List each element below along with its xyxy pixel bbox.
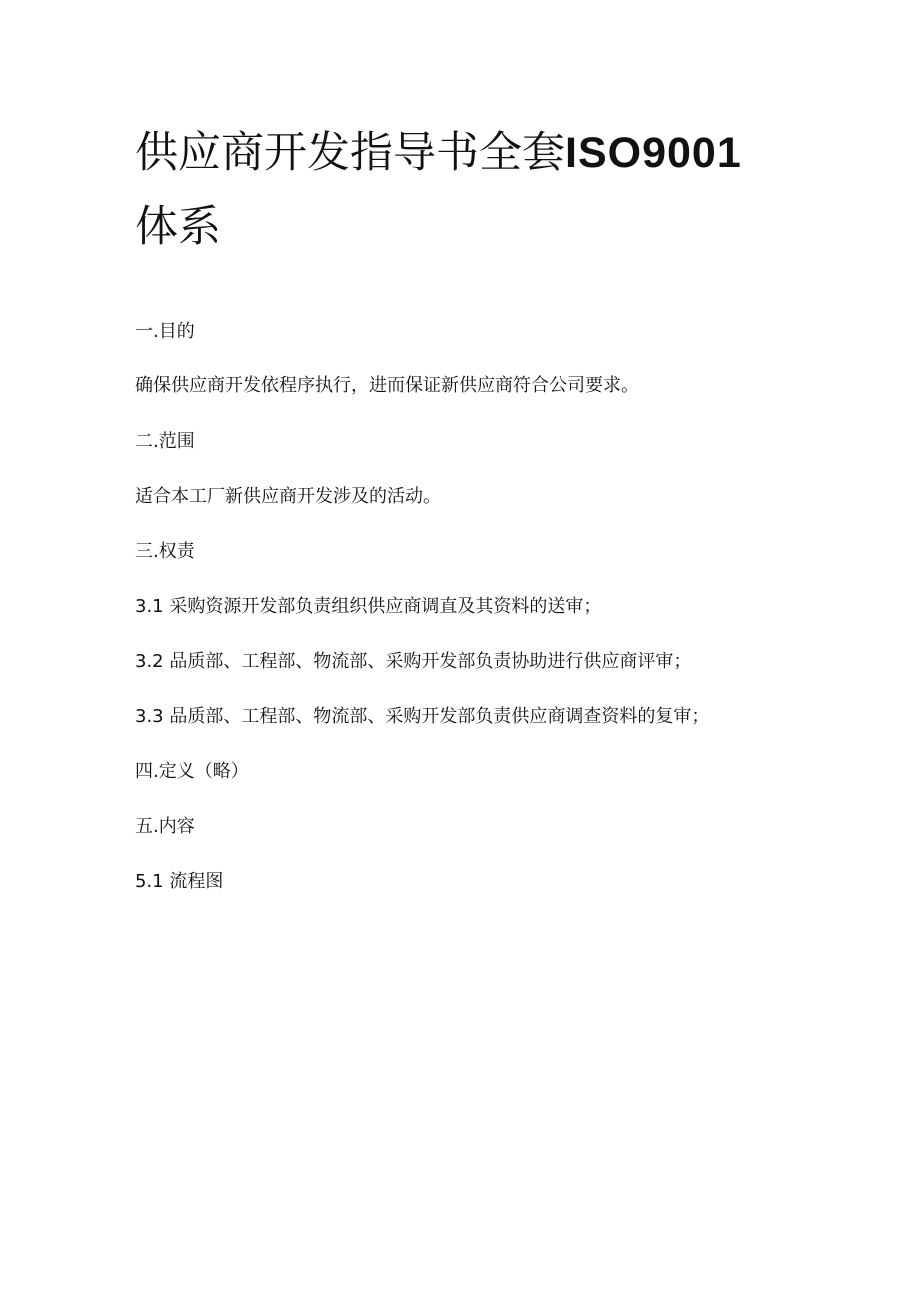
purpose-text: 确保供应商开发依程序执行，进而保证新供应商符合公司要求。 [135,375,639,396]
responsibility-item: 3.1 采购资源开发部负责组织供应商调直及其资料的送审； [135,596,602,617]
responsibility-item: 3.3 品质部、工程部、物流部、采购开发部负责供应商调查资料的复审； [135,706,710,727]
section-heading-definitions: 四.定义（略） [135,761,249,782]
title-chinese: 供应商开发指导书全套 [135,128,565,178]
document-title [135,116,815,264]
scope-text: 适合本工厂新供应商开发涉及的活动。 [135,486,441,507]
responsibility-item: 3.2 品质部、工程部、物流部、采购开发部负责协助进行供应商评审； [135,651,692,672]
title-line-2: 体系 [135,202,221,252]
section-heading-responsibilities: 三.权责 [135,541,195,562]
subsection-flowchart: 5.1 流程图 [135,871,224,892]
section-heading-purpose: 一.目的 [135,321,195,342]
section-heading-content: 五.内容 [135,816,195,837]
section-heading-scope: 二.范围 [135,431,195,452]
title-latin: ISO9001 [565,129,742,177]
